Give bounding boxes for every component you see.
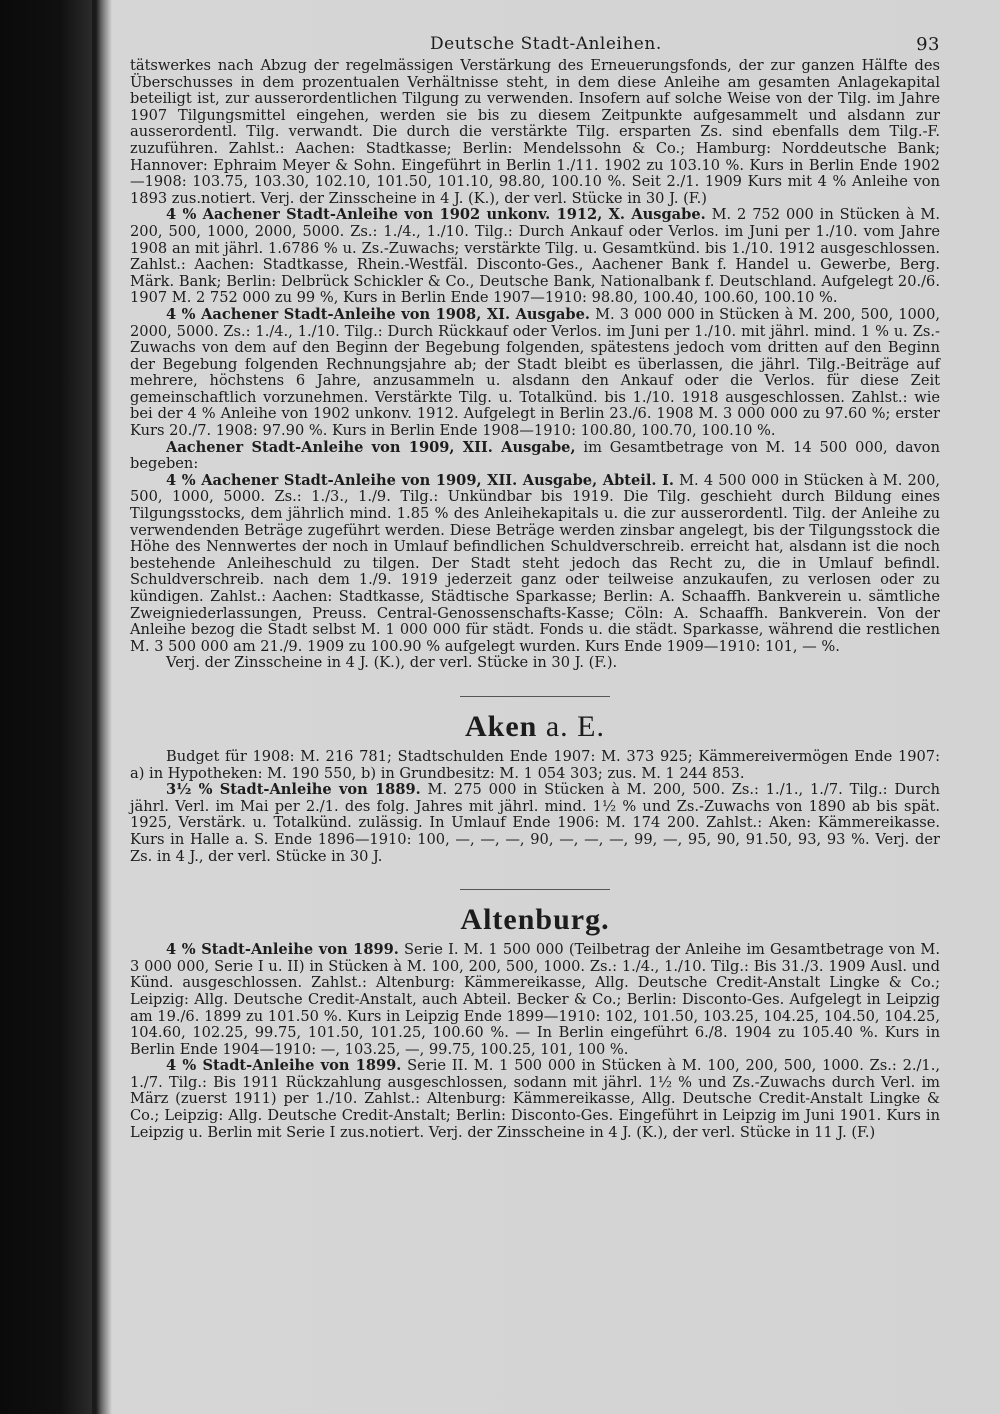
running-head bbox=[130, 30, 940, 58]
section-divider bbox=[460, 889, 610, 890]
loan-text: im Gesamtbetrage von M. 14 500 000, davon begeben: bbox=[130, 438, 940, 473]
aken-loan-1889 bbox=[130, 782, 940, 865]
loan-heading: 3½ % Stadt-Anleihe von 1889. bbox=[166, 781, 421, 799]
altenburg-loan-serie-2 bbox=[130, 1058, 940, 1141]
altenburg-loan-serie-1 bbox=[130, 942, 940, 1058]
page-number: 93 bbox=[916, 34, 940, 55]
aachen-verjaehrung: Verj. der Zinsscheine in 4 J. (K.), der verl. Stücke in 30 J. (F.). bbox=[166, 654, 618, 672]
loan-heading: Aachener Stadt-Anleihe von 1909, XII. Ausgabe, bbox=[166, 438, 576, 456]
place-name: Altenburg. bbox=[460, 903, 610, 937]
loan-text: M. 275 000 in Stücken à M. 200, 500. Zs.: 1./1., 1./7. Tilg.: Durch jährl. Verl. im Mai per 2./1. des folg. Jahres mit jährl. mind. 1½ % und Zs.-Zuwachs von 1890 ab bis spät. 1925, Verstärk. u. Totalkünd. zulässig. In Umlauf Ende 1906: M. 174 200. Zahlst.: Aken: Kämmereikasse. Kurs in Halle a. S. Ende 1896—1910: 100, —, —, —, 90, —, —, —, 99, —, 95, 90, 91.50, 93, 93 %. Verj. der Zs. in 4 J., der verl. Stücke in 30 J. bbox=[130, 781, 940, 865]
aachen-loan-1909-abteil-1 bbox=[130, 473, 940, 656]
loan-text: M. 3 000 000 in Stücken à M. 200, 500, 1000, 2000, 5000. Zs.: 1./4., 1./10. Tilg.: Durch Rückkauf oder Verlos. im Juni per 1./10. mit jährl. mind. 1 % u. Zs.-Zuwachs von dem auf den Beginn der Begebung folgenden, spätestens jedoch vom dritten auf den Beginn der Begebung folgenden Rechnungsjahre ab; der Stadt bleibt es überlassen, die jährl. Tilg.-Beiträge auf mehrere, höchstens 6 Jahre, anzusammeln u. alsdann den Ankauf oder die Verlos. für diese Zeit gemeinschaftlich vorzunehmen. Verstärkte Tilg. u. Totalkünd. bis 1./10. 1918 ausgeschlossen. Zahlst.: wie bei der 4 % Anleihe von 1902 unkonv. 1912. Aufgelegt in Berlin 23./6. 1908 M. 3 000 000 zu 97.60 %; erster Kurs 20./7. 1908: 97.90 %. Kurs in Berlin Ende 1908—1910: 100.80, 100.70, 100.10 %. bbox=[130, 305, 940, 440]
aachen-loan-1902 bbox=[130, 207, 940, 307]
loan-heading: 4 % Aachener Stadt-Anleihe von 1902 unkonv. 1912, X. Ausgabe. bbox=[166, 206, 706, 224]
section-heading-altenburg bbox=[130, 904, 940, 942]
section-heading-aken bbox=[130, 711, 940, 749]
aken-budget: Budget für 1908: M. 216 781; Stadtschulden Ende 1907: M. 373 925; Kämmereivermögen Ende 1907: a) in Hypotheken: M. 190 550, b) in Grundbesitz: M. 1 054 303; zus. M. 1 244 853. bbox=[130, 747, 940, 782]
loan-text: Serie I. M. 1 500 000 (Teilbetrag der Anleihe im Gesamtbetrage von M. 3 000 000, Serie I u. II) in Stücken à M. 100, 200, 500, 1000. Zs.: 1./4., 1./10. Tilg.: Bis 31./3. 1909 Ausl. und Künd. ausgeschlossen. Zahlst.: Altenburg: Kämmereikasse, Allg. Deutsche Credit-Anstalt Lingke & Co.; Leipzig: Allg. Deutsche Credit-Anstalt, auch Abteil. Becker & Co.; Berlin: Disconto-Ges. Aufgelegt in Leipzig am 19./6. 1899 zu 101.50 %. Kurs in Leipzig Ende 1899—1910: 102, 101.50, 103.25, 104.25, 104.50, 104.25, 104.60, 102.25, 99.75, 101.50, 101.25, 100.60 %. — In Berlin eingeführt 6./8. 1904 zu 105.40 %. Kurs in Berlin Ende 1904—1910: —, 103.25, —, 99.75, 100.25, 101, 100 %. bbox=[130, 941, 940, 1058]
aachen-loan-1908 bbox=[130, 307, 940, 440]
aachen-loan-1909 bbox=[130, 440, 940, 473]
place-name: Aken bbox=[465, 709, 538, 743]
text-column bbox=[130, 30, 940, 1141]
loan-text: M. 4 500 000 in Stücken à M. 200, 500, 1000, 5000. Zs.: 1./3., 1./9. Tilg.: Unkündbar bis 1919. Die Tilg. geschieht durch Bildung eines Tilgungsstocks, dem jährlich mind. 1.85 % des Anleihekapitals u. die zur ausserordentl. Tilg. der Anleihe zu verwendenden Beträge zugeführt werden. Diese Beträge werden zinsbar angelegt, bis der Tilgungsstock die Höhe des Nennwertes der noch in Umlauf befindlichen Schuldverschreib. erreicht hat, alsdann ist die noch bestehende Anleiheschuld zu tilgen. Der Stadt steht jedoch das Recht zu, die in Umlauf befindl. Schuldverschreib. nach dem 1./9. 1919 jederzeit ganz oder teilweise anzukaufen, zu verlosen oder zu kündigen. Zahlst.: Aachen: Stadtkasse, Städtische Sparkasse; Berlin: A. Schaaffh. Bankverein u. sämtliche Zweigniederlassungen, Preuss. Central-Genossenschafts-Kasse; Cöln: A. Schaaffh. Bankverein. Von der Anleihe bezog die Stadt selbst M. 1 000 000 für städt. Fonds u. die städt. Sparkasse, während die restlichen M. 3 500 000 am 21./9. 1909 zu 100.90 % aufgelegt wurden. Kurs Ende 1909—1910: 101, — %. bbox=[130, 471, 940, 655]
aachen-continuation: tätswerkes nach Abzug der regelmässigen Verstärkung des Erneuerungsfonds, der zur ganzen Hälfte des Überschusses in dem prozentualen Verhältnisse steht, in dem diese Anleihe am gesamten Anlagekapital beteiligt ist, zur ausserordentlichen Tilgung zu verwenden. Insofern auf solche Weise von der Tilg. im Jahre 1907 Tilgungsmittel eingehen, werden sie bis zu diesem Zeitpunkte aufgesammelt und alsdann zur ausserordentl. Tilg. verwandt. Die durch die verstärkte Tilg. ersparten Zs. sind ebenfalls dem Tilg.-F. zuzuführen. Zahlst.: Aachen: Stadtkasse; Berlin: Mendelssohn & Co.; Hamburg: Norddeutsche Bank; Hannover: Ephraim Meyer & Sohn. Eingeführt in Berlin 1./11. 1902 zu 103.10 %. Kurs in Berlin Ende 1902—1908: 103.75, 103.30, 102.10, 101.50, 101.10, 98.80, 100.10 %. Seit 2./1. 1909 Kurs mit 4 % Anleihe von 1893 zus.notiert. Verj. der Zinsscheine in 4 J. (K.), der verl. Stücke in 30 J. (F.) bbox=[130, 57, 940, 207]
loan-heading: 4 % Stadt-Anleihe von 1899. bbox=[166, 941, 399, 959]
loan-heading: 4 % Aachener Stadt-Anleihe von 1909, XII. Ausgabe, Abteil. I. bbox=[166, 471, 674, 489]
loan-heading: 4 % Stadt-Anleihe von 1899. bbox=[166, 1057, 402, 1075]
loan-heading: 4 % Aachener Stadt-Anleihe von 1908, XI. Ausgabe. bbox=[166, 305, 590, 323]
loan-text: M. 2 752 000 in Stücken à M. 200, 500, 1000, 2000, 5000. Zs.: 1./4., 1./10. Tilg.: Durch Ankauf oder Verlos. im Juni per 1./10. vom Jahre 1908 an mit jährl. 1.6786 % u. Zs.-Zuwachs; verstärkte Tilg. u. Gesamtkünd. bis 1./10. 1912 ausgeschlossen. Zahlst.: Aachen: Stadtkasse, Rhein.-Westfäl. Disconto-Ges., Aachener Bank f. Handel u. Gewerbe, Berg. Märk. Bank; Berlin: Delbrück Schickler & Co., Deutsche Bank, Nationalbank f. Deutschland. Aufgelegt 20./6. 1907 M. 2 752 000 zu 99 %, Kurs in Berlin Ende 1907—1910: 98.80, 100.40, 100.60, 100.10 %. bbox=[130, 206, 940, 307]
running-title: Deutsche Stadt-Anleihen. bbox=[430, 34, 662, 54]
place-suffix: a. E. bbox=[537, 709, 605, 743]
loan-text: Serie II. M. 1 500 000 in Stücken à M. 100, 200, 500, 1000. Zs.: 2./1., 1./7. Tilg.: Bis 1911 Rückzahlung ausgeschlossen, sodann mit jährl. 1½ % und Zs.-Zuwachs durch Verl. im März (zuerst 1911) per 1./10. Zahlst.: Altenburg: Kämmereikasse, Allg. Deutsche Credit-Anstalt Lingke & Co.; Leipzig: Allg. Deutsche Credit-Anstalt; Berlin: Disconto-Ges. Eingeführt in Leipzig im Juni 1901. Kurs in Leipzig u. Berlin mit Serie I zus.notiert. Verj. der Zinsscheine in 4 J. (K.), der verl. Stücke in 11 J. (F.) bbox=[130, 1057, 940, 1141]
section-divider bbox=[460, 696, 610, 697]
